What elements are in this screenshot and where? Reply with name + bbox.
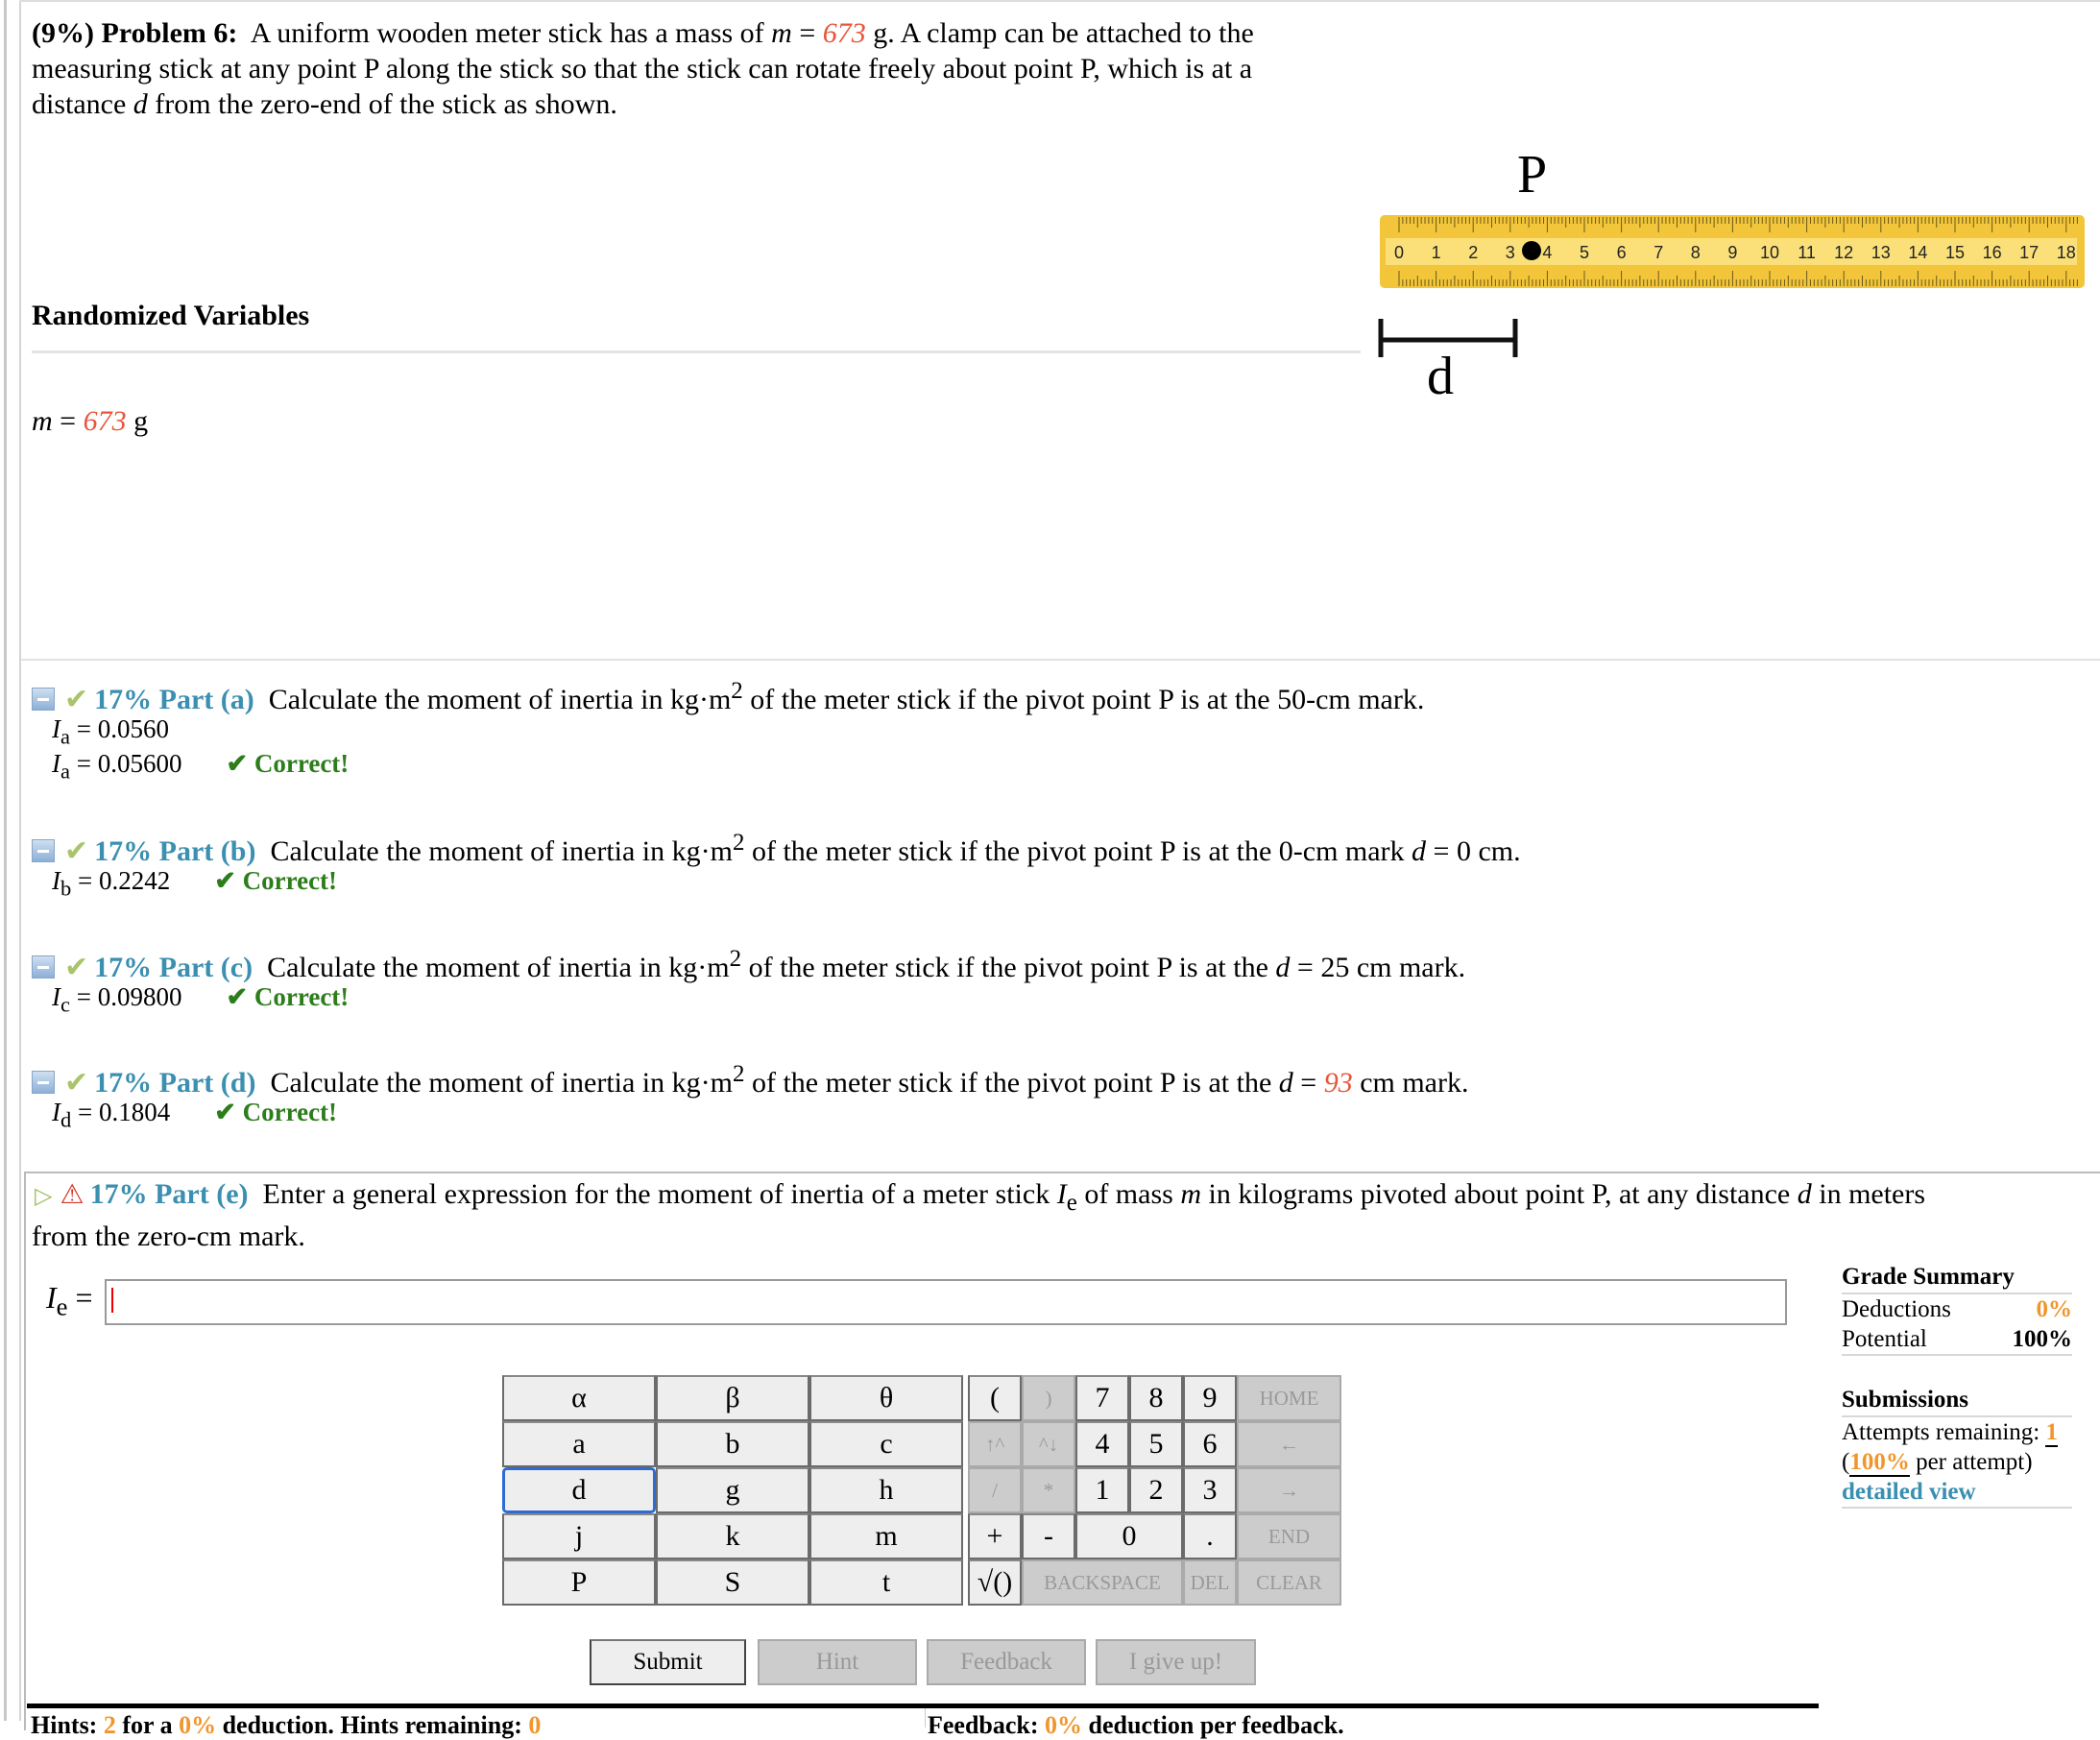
check-icon: ✔	[64, 835, 89, 867]
part-label: Part (d)	[158, 1067, 256, 1099]
symbol: I	[52, 714, 60, 743]
section-divider	[21, 659, 2100, 661]
correct-status: ✔ Correct!	[214, 866, 338, 895]
part-text: =	[1292, 1067, 1324, 1099]
subscript: e	[1066, 1190, 1077, 1216]
hints-remaining: 0	[528, 1711, 542, 1739]
expand-icon[interactable]: ▷	[35, 1184, 53, 1209]
key-letter[interactable]: j	[502, 1513, 656, 1559]
key-letter[interactable]: P	[502, 1559, 656, 1606]
part-label: Part (b)	[158, 835, 256, 867]
statement-text: g. A clamp can be attached to the	[865, 17, 1254, 49]
pivot-label: P	[1517, 145, 1548, 205]
problem-statement	[32, 15, 1376, 122]
key-close-paren[interactable]: )	[1022, 1375, 1075, 1421]
answer-value: = 0.2242	[71, 866, 171, 895]
key-letter[interactable]: θ	[809, 1375, 963, 1421]
hints-info	[31, 1711, 541, 1740]
key-multiply[interactable]: *	[1022, 1467, 1075, 1513]
superscript: 2	[729, 946, 742, 972]
symbol: I	[52, 749, 60, 778]
part-text: of mass	[1076, 1178, 1181, 1210]
top-border	[19, 0, 2100, 2]
footer-separator	[925, 1708, 926, 1728]
part-label: Part (a)	[158, 684, 254, 715]
key-digit-4[interactable]: 4	[1075, 1421, 1129, 1467]
key-letter[interactable]: g	[656, 1467, 809, 1513]
ruler-label: 10	[1759, 243, 1780, 262]
statement-text: A uniform wooden meter stick has a mass of	[250, 17, 772, 49]
subscript: b	[60, 876, 72, 901]
ruler-label: 18	[2056, 243, 2076, 262]
part-a-header	[32, 674, 1424, 717]
collapse-icon[interactable]	[32, 839, 55, 862]
answer-value: = 0.05600	[70, 749, 182, 778]
part-a-answer	[52, 749, 349, 784]
feedback-pct: 0%	[1045, 1711, 1083, 1739]
key-letter[interactable]: c	[809, 1421, 963, 1467]
var-d: d	[1278, 1067, 1293, 1099]
per-attempt-value: 100%	[1849, 1449, 1910, 1475]
hints-text: deduction. Hints remaining:	[216, 1711, 529, 1739]
part-text: Calculate the moment of inertia in kg·m	[270, 1067, 733, 1099]
key-divide[interactable]: /	[968, 1467, 1022, 1513]
var-d: d	[1275, 952, 1291, 983]
symbol: I	[52, 982, 60, 1011]
part-d-answer	[52, 1098, 337, 1132]
give-up-button[interactable]: I give up!	[1096, 1639, 1256, 1685]
feedback-info	[928, 1711, 1344, 1740]
part-b-header	[32, 826, 1521, 869]
part-label: Part (c)	[158, 952, 253, 983]
correct-status: ✔ Correct!	[226, 982, 350, 1011]
key-letter[interactable]: α	[502, 1375, 656, 1421]
ruler-label: 4	[1542, 243, 1553, 262]
part-weight: 17%	[94, 1067, 153, 1099]
ruler-label: 2	[1468, 243, 1479, 262]
key-digit-1[interactable]: 1	[1075, 1467, 1129, 1513]
part-weight: 17%	[94, 684, 153, 715]
key-home[interactable]: HOME	[1237, 1375, 1341, 1421]
subscript: a	[60, 724, 70, 749]
part-text: in kilograms pivoted about point P, at any distance	[1200, 1178, 1798, 1210]
key-backspace[interactable]: BACKSPACE	[1022, 1559, 1183, 1606]
var-d: d	[1412, 835, 1427, 867]
mass-value: 673	[83, 405, 127, 437]
superscript: 2	[731, 678, 743, 704]
key-sqrt[interactable]: √()	[968, 1559, 1022, 1606]
var-m: m	[771, 17, 792, 49]
var-d: d	[1797, 1178, 1812, 1210]
ruler-label: 5	[1579, 243, 1590, 262]
key-letter[interactable]: a	[502, 1421, 656, 1467]
key-letter[interactable]: h	[809, 1467, 963, 1513]
problem-title: Problem 6:	[101, 17, 238, 49]
ruler-label: 0	[1393, 243, 1405, 262]
key-digit-6[interactable]: 6	[1183, 1421, 1237, 1467]
ruler-label: 15	[1944, 243, 1966, 262]
part-text: = 0 cm.	[1426, 835, 1521, 867]
part-c-header	[32, 942, 1465, 985]
input-label	[46, 1280, 93, 1321]
part-a-submitted	[52, 714, 169, 749]
key-superscript[interactable]: ↑^	[968, 1421, 1022, 1467]
problem-weight: (9%)	[32, 17, 94, 49]
part-e-header	[35, 1177, 1925, 1220]
part-weight: 17%	[94, 952, 153, 983]
feedback-text: deduction per feedback.	[1082, 1711, 1344, 1739]
statement-text: distance	[32, 88, 133, 120]
feedback-button[interactable]: Feedback	[927, 1639, 1086, 1685]
part-text: Calculate the moment of inertia in kg·m	[268, 684, 732, 715]
part-text: of the meter stick if the pivot point P is at the 0-cm mark	[744, 835, 1412, 867]
part-text: Calculate the moment of inertia in kg·m	[270, 835, 733, 867]
detailed-view-link[interactable]: detailed view	[1842, 1479, 1976, 1505]
key-d-selected[interactable]: d	[502, 1467, 656, 1513]
ruler-label: 7	[1653, 243, 1664, 262]
attempts-label: Attempts remaining:	[1842, 1419, 2046, 1445]
key-minus[interactable]: -	[1022, 1513, 1075, 1559]
ruler-label: 17	[2019, 243, 2040, 262]
per-attempt-label: per attempt)	[1909, 1449, 2033, 1475]
distance-value: 93	[1323, 1067, 1353, 1099]
warning-icon: ⚠	[60, 1180, 84, 1210]
part-weight: 17%	[89, 1178, 148, 1210]
part-text: from the zero-cm mark.	[32, 1220, 305, 1252]
deductions-value: 0%	[2036, 1296, 2072, 1322]
symbol: I	[46, 1280, 57, 1315]
part-c-answer	[52, 982, 349, 1017]
grade-summary	[1842, 1262, 2072, 1509]
key-right[interactable]: →	[1237, 1467, 1341, 1513]
check-icon: ✔	[64, 1067, 89, 1099]
key-clear[interactable]: CLEAR	[1237, 1559, 1341, 1606]
ruler-label: 11	[1798, 243, 1816, 262]
subscript: c	[60, 992, 70, 1017]
key-open-paren[interactable]: (	[968, 1375, 1022, 1421]
check-icon: ✔	[64, 952, 89, 983]
part-text: Enter a general expression for the moment of inertia of a meter stick	[262, 1178, 1057, 1210]
ruler-label: 3	[1505, 243, 1515, 262]
part-b-answer	[52, 866, 337, 901]
part-d-header	[32, 1057, 1468, 1100]
key-digit-2[interactable]: 2	[1129, 1467, 1183, 1513]
subscript: a	[60, 759, 70, 784]
collapse-icon[interactable]	[32, 1071, 55, 1094]
distance-label: d	[1427, 347, 1454, 406]
hint-button[interactable]: Hint	[758, 1639, 917, 1685]
var-m: m	[32, 405, 53, 437]
footer-rule	[27, 1704, 1819, 1708]
content-border	[19, 0, 21, 1721]
collapse-icon[interactable]	[32, 688, 55, 711]
correct-status: ✔ Correct!	[226, 749, 350, 778]
collapse-icon[interactable]	[32, 955, 55, 979]
randomized-mass	[32, 405, 148, 438]
potential-value: 100%	[2012, 1326, 2072, 1352]
statement-text: from the zero-end of the stick as shown.	[147, 88, 617, 120]
text-cursor	[111, 1288, 113, 1313]
hints-pct: 0%	[179, 1711, 217, 1739]
equals: =	[67, 1280, 93, 1315]
key-delete[interactable]: DEL	[1183, 1559, 1237, 1606]
hints-count: 2	[103, 1711, 116, 1739]
randomized-rule	[32, 350, 1361, 353]
part-text: cm mark.	[1352, 1067, 1469, 1099]
check-icon: ✔	[64, 684, 89, 715]
paren: (	[1842, 1449, 1850, 1475]
var-d: d	[133, 88, 148, 120]
subscript: e	[56, 1292, 68, 1321]
mass-value: 673	[822, 17, 866, 49]
key-plus[interactable]: +	[968, 1513, 1022, 1559]
key-digit-5[interactable]: 5	[1129, 1421, 1183, 1467]
key-letter[interactable]: β	[656, 1375, 809, 1421]
hints-text: for a	[115, 1711, 180, 1739]
part-text: in meters	[1811, 1178, 1926, 1210]
part-text: = 25 cm mark.	[1290, 952, 1466, 983]
key-letter[interactable]: b	[656, 1421, 809, 1467]
hints-label: Hints:	[31, 1711, 104, 1739]
key-letter[interactable]: m	[809, 1513, 963, 1559]
key-digit-8[interactable]: 8	[1129, 1375, 1183, 1421]
ruler-label: 12	[1834, 243, 1854, 262]
pivot-point-dot	[1522, 241, 1541, 260]
potential-label: Potential	[1842, 1326, 1927, 1352]
ruler-label: 16	[1982, 243, 2002, 262]
mass-unit: g	[126, 405, 149, 437]
ruler-label: 6	[1616, 243, 1627, 262]
answer-value: = 0.1804	[71, 1098, 171, 1126]
key-letter[interactable]: S	[656, 1559, 809, 1606]
key-letter[interactable]: k	[656, 1513, 809, 1559]
symbol: I	[52, 866, 60, 895]
key-digit-7[interactable]: 7	[1075, 1375, 1129, 1421]
attempts-value: 1	[2045, 1419, 2058, 1445]
key-end[interactable]: END	[1237, 1513, 1341, 1559]
grade-summary-heading: Grade Summary	[1842, 1264, 2015, 1290]
key-digit-0[interactable]: 0	[1075, 1513, 1183, 1559]
part-text: Calculate the moment of inertia in kg·m	[267, 952, 730, 983]
statement-text: measuring stick at any point P along the stick so that the stick can rotate freely about point P, which is at a	[32, 53, 1253, 85]
deductions-label: Deductions	[1842, 1296, 1951, 1322]
equals: =	[52, 405, 84, 437]
ruler-label: 1	[1431, 243, 1441, 262]
part-text: of the meter stick if the pivot point P is at the	[741, 952, 1276, 983]
submissions-heading: Submissions	[1842, 1387, 1969, 1413]
answer-input[interactable]	[105, 1279, 1787, 1325]
meter-stick-figure	[1378, 213, 2088, 292]
correct-status: ✔ Correct!	[214, 1098, 338, 1126]
symbol: I	[1056, 1178, 1067, 1210]
key-digit-9[interactable]: 9	[1183, 1375, 1237, 1421]
submit-button[interactable]: Submit	[590, 1639, 746, 1685]
randomized-heading: Randomized Variables	[32, 300, 310, 331]
answer-value: = 0.09800	[70, 982, 182, 1011]
part-weight: 17%	[94, 835, 153, 867]
key-decimal[interactable]: .	[1183, 1513, 1237, 1559]
window-border	[4, 0, 7, 1721]
ruler-label: 9	[1727, 243, 1738, 262]
part-text: of the meter stick if the pivot point P is at the	[744, 1067, 1279, 1099]
equals: =	[791, 17, 823, 49]
ruler-label: 14	[1908, 243, 1928, 262]
superscript: 2	[732, 830, 745, 856]
var-m: m	[1180, 1178, 1201, 1210]
ruler-label: 8	[1690, 243, 1701, 262]
part-label: Part (e)	[155, 1178, 249, 1210]
subscript: d	[60, 1107, 72, 1132]
key-letter[interactable]: t	[809, 1559, 963, 1606]
ruler-label: 13	[1871, 243, 1891, 262]
answer-value: = 0.0560	[70, 714, 169, 743]
part-text: of the meter stick if the pivot point P is at the 50-cm mark.	[742, 684, 1425, 715]
feedback-label: Feedback:	[928, 1711, 1046, 1739]
key-digit-3[interactable]: 3	[1183, 1467, 1237, 1513]
superscript: 2	[732, 1061, 745, 1087]
key-subscript[interactable]: ^↓	[1022, 1421, 1075, 1467]
symbol: I	[52, 1098, 60, 1126]
key-left[interactable]: ←	[1237, 1421, 1341, 1467]
